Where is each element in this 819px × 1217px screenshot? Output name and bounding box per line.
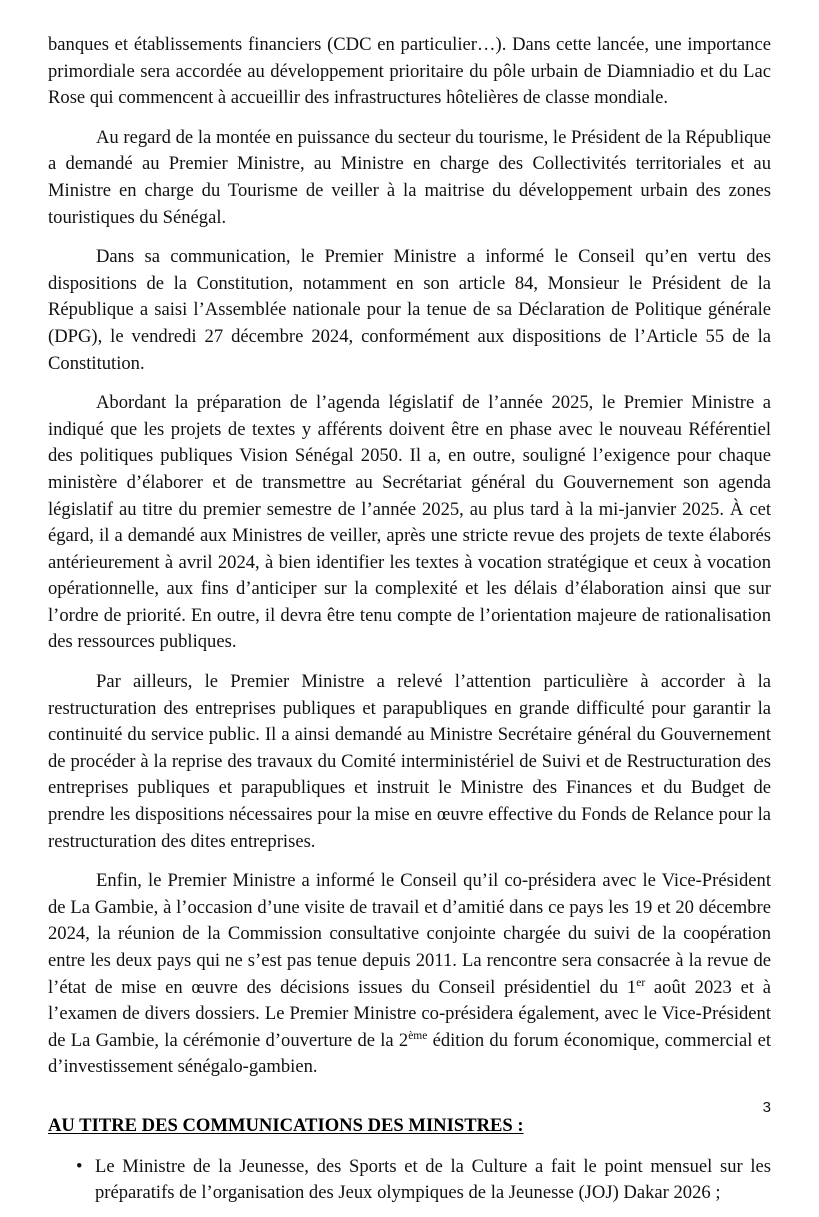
superscript-ordinal: er — [636, 976, 646, 989]
list-item: • Le Ministre de la Jeunesse, des Sports et de la Culture a fait le point mensuel sur les préparatifs de l’organisation des Jeux olympiques de la Jeunesse (JOJ) Dakar 2026 ; — [48, 1154, 771, 1207]
section-heading-communications-ministres: AU TITRE DES COMMUNICATIONS DES MINISTRES : — [48, 1114, 524, 1136]
page-number: 3 — [762, 1099, 771, 1116]
superscript-ordinal: ème — [408, 1029, 428, 1042]
page-content — [48, 32, 771, 1217]
paragraph-agenda-legislatif: Abordant la préparation de l’agenda législatif de l’année 2025, le Premier Ministre a indiqué que les projets de textes y afférents doivent être en phase avec le nouveau Référentiel des politiques publiques Vision Sénégal 2050. Il a, en outre, souligné l’exigence pour chaque ministère d’élaborer et de transmettre au Secrétariat général du Gouvernement son agenda législatif au titre du premier semestre de l’année 2025, au plus tard à la mi-janvier 2025. À cet égard, il a demandé aux Ministres de veiller, après une stricte revue des projets de texte élaborés antérieurement à avril 2024, à bien identifier les textes à vocation stratégique et ceux à vocation opérationnelle, aux fins d’anticiper sur la complexité et les délais d’élaboration ainsi que sur l’ordre de priorité. En outre, il devra être tenu compte de l’orientation majeure de rationalisation des ressources publiques. — [48, 392, 771, 653]
paragraph-banques-etablissements: banques et établissements financiers (CDC en particulier…). Dans cette lancée, une importance primordiale sera accordée au développement prioritaire du pôle urbain de Diamniadio et du Lac Rose qui commencent à accueillir des infrastructures hôtelières de classe mondiale. — [48, 34, 771, 109]
ministers-communications-list — [48, 1154, 771, 1207]
paragraph-restructuration-entreprises: Par ailleurs, le Premier Ministre a relevé l’attention particulière à accorder à la restructuration des entreprises publiques et parapubliques en grande difficulté pour garantir la continuité du service public. Il a ainsi demandé au Ministre Secrétaire général du Gouvernement de procéder à la reprise des travaux du Comité interministériel de Suivi et de Restructuration des entreprises publiques et parapubliques et instruit le Ministre des Finances et du Budget de prendre les dispositions nécessaires pour la mise en œuvre effective du Fonds de Relance pour la restructuration des dites entreprises. — [48, 671, 771, 852]
paragraph-tourisme: Au regard de la montée en puissance du secteur du tourisme, le Président de la République a demandé au Premier Ministre, au Ministre en charge des Collectivités territoriales et au Ministre en charge du Tourisme de veiller à la maitrise du développement urbain des zones touristiques du Sénégal. — [48, 126, 771, 228]
paragraph-gambie-cooperation: Enfin, le Premier Ministre a informé le Conseil qu’il co-présidera avec le Vice-Président de La Gambie, à l’occasion d’une visite de travail et d’amitié dans ce pays les 19 et 20 décembre 2024, la réunion de la Commission consultative conjointe chargée du suivi de la coopération entre les deux pays qui ne s’est pas tenue depuis 2011. La rencontre sera consacrée à la revue de l’état de mise en œuvre des décisions issues du Conseil présidentiel du 1er août 2023 et à l’examen de divers dossiers. Le Premier Ministre co-présidera également, avec le Vice-Président de La Gambie, la cérémonie d’ouverture de la 2ème édition du forum économique, commercial et d’investissement sénégalo-gambien. — [48, 870, 771, 1078]
paragraph-communication-dpg: Dans sa communication, le Premier Ministre a informé le Conseil qu’en vertu des dispositions de la Constitution, notamment en son article 84, Monsieur le Président de la République a saisi l’Assemblée nationale pour la tenue de sa Déclaration de Politique générale (DPG), le vendredi 27 décembre 2024, conformément aux dispositions de l’Article 55 de la Constitution. — [48, 246, 771, 374]
section-heading-row — [48, 1113, 771, 1140]
